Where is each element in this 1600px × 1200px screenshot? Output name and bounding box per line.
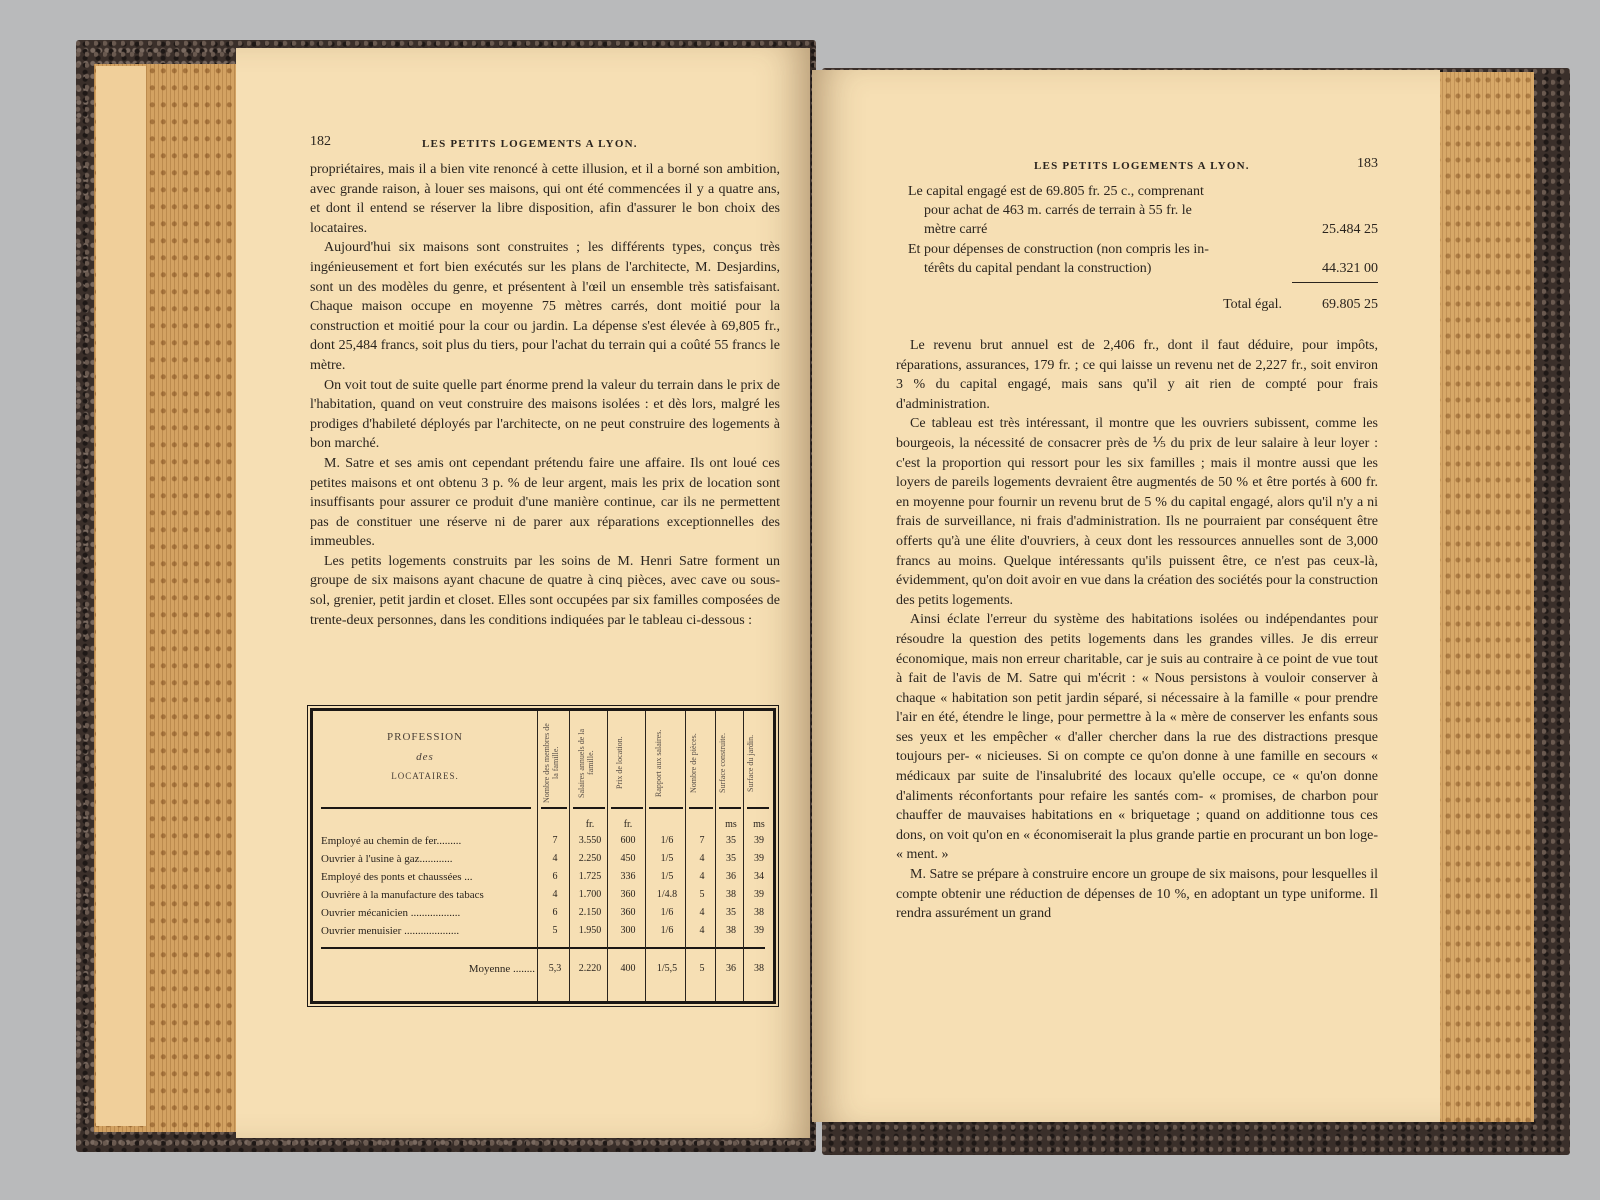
column-header: Salaires annuels de la famille. [577,728,595,798]
average-cell: 1/5,5 [656,963,678,974]
open-book [76,40,1570,1155]
column-header: Surface construite. [718,733,727,793]
ledger-line: Et pour dépenses de construction (non compris les in- [908,242,1209,257]
row-label: Employé des ponts et chaussées ... [321,871,473,883]
column-unit: ms [725,819,737,830]
table-cell: 35 [726,835,736,846]
table-cell: 39 [754,835,764,846]
table-cell: 4 [699,853,705,864]
row-label: Ouvrier à l'usine à gaz............ [321,853,453,865]
left-page [236,48,810,1138]
table-cell: 4 [552,853,558,864]
table-cell: 2.150 [578,907,602,918]
table-cell: 1/5 [660,853,674,864]
left-body [310,160,780,630]
ledger-line: térêts du capital pendant la construction) [924,261,1152,276]
table-cell: 35 [726,907,736,918]
column-unit: fr. [623,819,633,830]
table-cell: 7 [699,835,705,846]
flyleaf [96,66,146,1126]
row-label: Ouvrier mécanicien .................. [321,907,461,919]
column-rule [747,807,769,809]
table-cell: 34 [754,871,764,882]
page-number: 182 [310,134,331,149]
paragraph: propriétaires, mais il a bien vite renoncé à cette illusion, et il a borné son ambition, avec grande raison, à louer ses maisons, qui ont été commencées il y a quatre ans, et dont il entend se réserver la libre disposition, afin d'assurer le bon choix des locataires. [310,162,780,236]
paragraph: Ce tableau est très intéressant, il montre que les ouvriers subissent, comme les bourgeois, la nécessité de consacrer près de ⅕ du prix de leur salaire à leur loyer : c'est la proportion qui ressort pour les six familles ; mais il montre aussi que les loyers de pareils logements devraient être augmentés de 50 % et être portés à 600 fr. en moyenne pour fournir un revenu brut de 5 % du capital engagé, alors qu'il n'y a ni frais de surveillance, ni frais d'administration. Ils ne pourraient par conséquent être offerts qu'à une élite d'ouvriers, à ceux dont les ressources annuelles sont de 3,000 francs au moins. Quelque intéressants qu'ils puissent être, ce n'est pas ceux-là, évidemment, qu'on doit avoir en vue dans la création des sociétés pour la construction des petits logements. [896,416,1378,608]
average-cell: 5 [699,963,705,974]
paragraph: Le revenu brut annuel est de 2,406 fr., dont il faut déduire, pour impôts, réparations, assurances, 179 fr. ; ce qui laisse un revenu net de 2,227 fr., soit environ 3 % du capital engagé, mais sans qu'il y ait rien de compté pour frais d'administration. [896,338,1378,412]
table-cell: 1.725 [578,871,602,882]
data-table [310,708,776,1004]
column-unit: fr. [585,819,595,830]
profession-header-1: PROFESSION [386,731,464,743]
table-cell: 600 [620,835,636,846]
paragraph: On voit tout de suite quelle part énorme prend la valeur du terrain dans le prix de l'habitation, quand on veut construire des maisons isolées : et dès lors, malgré les prodiges d'habileté déployés par l'architecte, on ne peut construire des logements à bon marché. [310,377,780,452]
table-cell: 3.550 [578,835,602,846]
table-cell: 5 [699,889,705,900]
average-cell: 2.220 [578,963,602,974]
running-head: LES PETITS LOGEMENTS A LYON. [422,138,638,150]
table-cell: 1/6 [660,925,674,936]
table-cell: 1/6 [660,907,674,918]
table-cell: 1/4.8 [656,889,678,900]
table-cell: 39 [754,889,764,900]
table-cell: 1.950 [578,925,602,936]
paragraph: Aujourd'hui six maisons sont construites ; les différents types, conçus très ingénieusement et fort bien exécutés sur les plans de l'architecte, M. Desjardins, sont un des modèles du genre, et présentent à l'œil un ensemble très satisfaisant. Chaque maison occupe en moyenne 75 mètres carrés, dont moitié pour la construction et moitié pour la cour ou jardin. La dépense s'est élevée à 69,805 fr., dont 25,484 francs, soit plus du tiers, pour l'achat du terrain qui a coûté 55 francs le mètre. [310,240,780,373]
table-cell: 4 [699,871,705,882]
ledger-line: mètre carré [924,222,988,237]
table-cell: 38 [726,889,736,900]
table-cell: 38 [726,925,736,936]
ledger-line: pour achat de 463 m. carrés de terrain à 55 fr. le [924,203,1192,218]
table-cell: 39 [754,925,764,936]
table-cell: 1.700 [578,889,602,900]
column-rule [573,807,605,809]
average-cell: 5,3 [548,963,562,974]
row-label: Employé au chemin de fer......... [321,835,462,847]
column-unit: ms [753,819,765,830]
table-cell: 4 [699,925,705,936]
ledger-amount: 44.321 00 [1322,261,1378,276]
table-cell: 6 [552,871,558,882]
column-header: Surface du jardin. [746,734,755,792]
sum-rule [1292,282,1378,283]
average-cell: 36 [726,963,736,974]
column-rule [719,807,741,809]
total-amount: 69.805 25 [1322,297,1378,312]
column-rule [689,807,713,809]
table-cell: 450 [620,853,636,864]
profession-header-3: LOCATAIRES. [391,771,459,781]
ledger-line: Le capital engagé est de 69.805 fr. 25 c., comprenant [908,184,1204,199]
table-cell: 2.250 [578,853,602,864]
row-label: Ouvrière à la manufacture des tabacs [321,889,484,901]
table-cell: 39 [754,853,764,864]
table-cell: 7 [552,835,558,846]
table-cell: 1/6 [660,835,674,846]
column-divider [607,711,608,1001]
table-cell: 300 [620,925,636,936]
table-cell: 1/5 [660,871,674,882]
right-page [812,70,1440,1122]
running-head: LES PETITS LOGEMENTS A LYON. [1034,160,1250,172]
footer-rule [321,947,765,949]
row-label: Ouvrier menuisier .................... [321,925,460,937]
ledger-amount: 25.484 25 [1322,222,1378,237]
paragraph: M. Satre se prépare à construire encore un groupe de six maisons, pour lesquelles il compte obtenir une réduction de dépenses de 10 %, en adoptant un type uniforme. Il rendra assurément un grand [896,867,1378,922]
column-rule [541,807,567,809]
column-header: Rapport aux salaires. [654,729,663,797]
table-cell: 5 [552,925,558,936]
column-header: Nombre de pièces. [689,733,698,793]
paragraph: M. Satre et ses amis ont cependant prétendu faire une affaire. Ils ont loué ces petites maisons et ont obtenu 3 p. % de leur argent, mais les prix de location sont insuffisants pour assurer ce produit d'une manière continue, car ils ne permettent pas de constituer une réserve ni de parer aux réparations exceptionnelles des immeubles. [310,455,780,550]
average-cell: 400 [620,963,636,974]
table-cell: 4 [699,907,705,918]
table-cell: 35 [726,853,736,864]
right-body [896,336,1378,924]
column-header: Prix de location. [615,736,624,790]
column-rule [611,807,643,809]
table-cell: 336 [620,871,636,882]
column-rule [649,807,683,809]
table-cell: 36 [726,871,736,882]
column-divider [645,711,646,1001]
table-cell: 4 [552,889,558,900]
table-cell: 38 [754,907,764,918]
average-label: Moyenne ........ [468,963,535,975]
table-cell: 6 [552,907,558,918]
page-number: 183 [1357,156,1378,171]
header-rule [321,807,531,809]
table-cell: 360 [620,907,636,918]
table-cell: 360 [620,889,636,900]
paragraph: Ainsi éclate l'erreur du système des habitations isolées ou indépendantes pour résoudre la question des petits logements dans les grandes villes. Je dis erreur économique, mais non erreur charitable, car je suis au contraire à ce point de vue tout à fait de l'avis de M. Satre qui m'écrit : « Nous persistons à vouloir conserver à chaque « habitation son petit jardin séparé, si nécessaire à la famille « pour prendre l'air en été, étendre le linge, pour permettre à la « mère de conserver les enfants sous ses yeux et les empêcher « d'aller chercher dans la rue des distractions presque toujours per- « nicieuses. Si on compte ce qu'on donne à une famille en secours « médicaux par suite de l'insalubrité des locaux qu'elle occupe, ce « qu'on donne d'aliments réconfortants pour refaire les santés com- « promises, de charbon pour chauffer de mauvaises habitations en « briquetage ; quand on additionne tous ces dons, on voit qu'on en « économiserait la plus grande partie en procurant un bon loge- « ment. » [896,612,1378,863]
total-label: Total égal. [1223,297,1282,312]
profession-header-2: des [416,751,434,763]
average-cell: 38 [754,963,764,974]
column-header: Nombre des membres de la famille. [542,723,560,803]
paragraph: Les petits logements construits par les soins de M. Henri Satre forment un groupe de six maisons ayant chacune de quatre à cinq pièces, avec cave ou sous-sol, grenier, petit jardin et closet. Elles sont occupées par six familles composées de trente-deux personnes, dans les conditions indiquées par le tableau ci-dessous : [310,553,780,628]
page-edges-right [1434,72,1534,1122]
